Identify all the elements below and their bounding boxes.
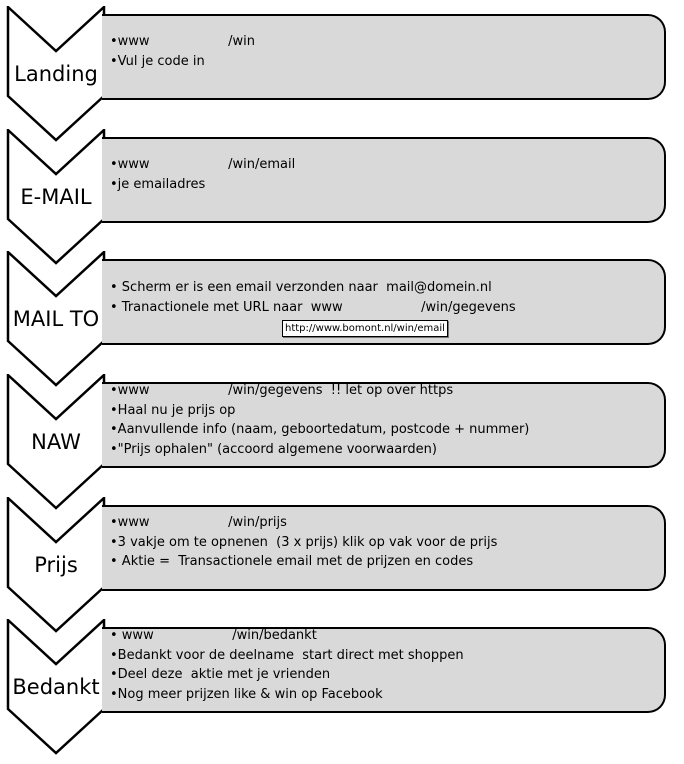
step-bullet-list xyxy=(110,32,255,71)
bullet-item: • "Prijs ophalen" (accoord algemene voorwaarden) xyxy=(110,440,529,460)
bullet-item: • Haal nu je prijs op xyxy=(110,401,529,421)
step-prijs xyxy=(0,497,684,637)
step-label: Prijs xyxy=(34,553,78,577)
step-bullet-list xyxy=(110,626,464,704)
step-label: NAW xyxy=(31,430,81,454)
bullet-item: • Aanvullende info (naam, geboortedatum, postcode + nummer) xyxy=(110,420,529,440)
link-tooltip: http://www.bomont.nl/win/email xyxy=(282,320,448,337)
step-landing xyxy=(0,6,684,146)
step-bullet-list xyxy=(110,381,529,459)
bullet-item: • Bedankt voor de deelname start direct met shoppen xyxy=(110,646,464,666)
step-bullet-list xyxy=(110,155,295,194)
bullet-item: • Scherm er is een email verzonden naar mail@domein.nl xyxy=(110,278,516,298)
bullet-item: • je emailadres xyxy=(110,175,295,195)
bullet-item: • www /win/email xyxy=(110,155,295,175)
bullet-item: • Aktie = Transactionele email met de prijzen en codes xyxy=(110,552,497,572)
bullet-item: • www /win/prijs xyxy=(110,513,497,533)
step-label: MAIL TO xyxy=(12,307,100,331)
step-bullet-list xyxy=(110,278,516,317)
step-bullet-list xyxy=(110,513,497,572)
step-naw xyxy=(0,374,684,514)
bullet-item: • 3 vakje om te opnenen (3 x prijs) klik op vak voor de prijs xyxy=(110,533,497,553)
bullet-item: • Vul je code in xyxy=(110,52,255,72)
step-label: Bedankt xyxy=(12,675,100,699)
step-email xyxy=(0,129,684,269)
step-label: E-MAIL xyxy=(20,185,92,209)
step-bedankt xyxy=(0,619,684,759)
bullet-item: • www /win/bedankt xyxy=(110,626,464,646)
step-label: Landing xyxy=(14,62,98,86)
bullet-item: • www /win/gegevens !! let op over https xyxy=(110,381,529,401)
bullet-item: • www /win xyxy=(110,32,255,52)
bullet-item: • Tranactionele met URL naar www /win/gegevens xyxy=(110,298,516,318)
bullet-item: • Nog meer prijzen like & win op Facebook xyxy=(110,685,464,705)
bullet-item: • Deel deze aktie met je vrienden xyxy=(110,665,464,685)
